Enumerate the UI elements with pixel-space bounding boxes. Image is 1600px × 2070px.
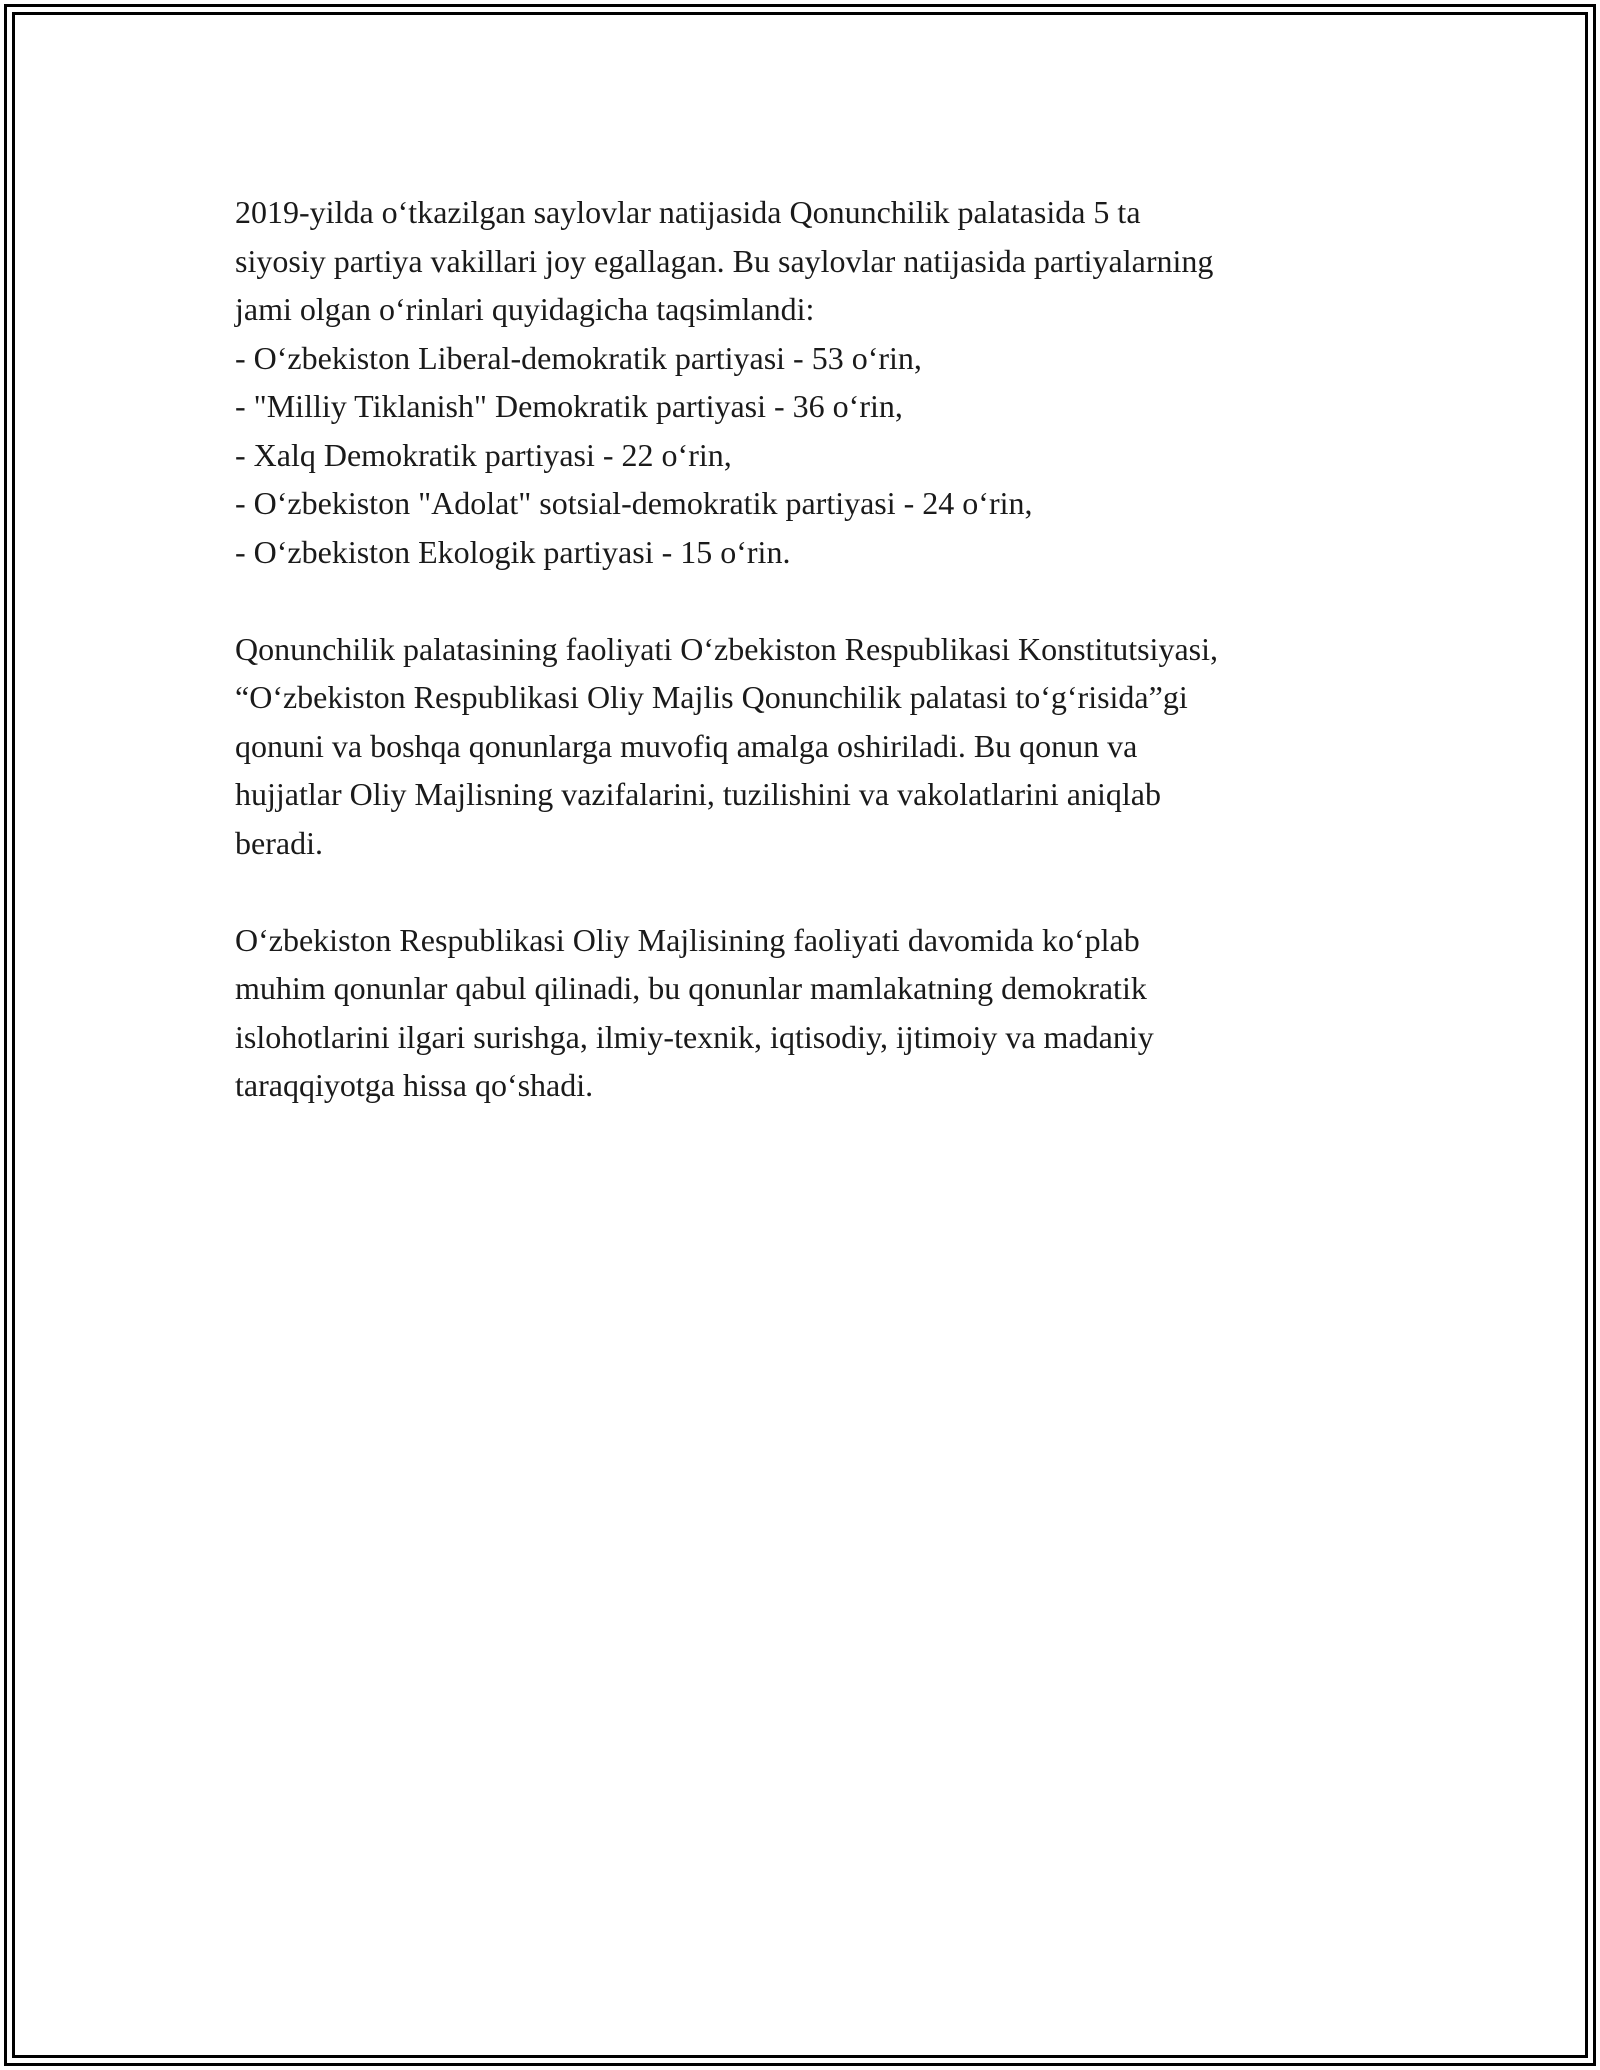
document-body	[235, 188, 1385, 1110]
text-line: taraqqiyotga hissa qo‘shadi.	[235, 1067, 594, 1103]
list-item-party: - O‘zbekiston Ekologik partiyasi - 15 o‘rin.	[235, 533, 791, 570]
text-line: 2019-yilda o‘tkazilgan saylovlar natijasida Qonunchilik palatasida 5 ta	[235, 194, 1141, 230]
paragraph-election-results	[235, 188, 1385, 576]
text-line: Qonunchilik palatasining faoliyati O‘zbekiston Respublikasi Konstitutsiyasi,	[235, 630, 1218, 667]
text-line: hujjatlar Oliy Majlisning vazifalarini, tuzilishini va vakolatlarini aniqlab	[235, 776, 1161, 812]
list-item-party: - "Milliy Tiklanish" Demokratik partiyasi - 36 o‘rin,	[235, 388, 903, 424]
text-line: muhim qonunlar qabul qilinadi, bu qonunlar mamlakatning demokratik	[235, 970, 1147, 1006]
text-line: beradi.	[235, 824, 323, 861]
list-item-party: - O‘zbekiston Liberal-demokratik partiyasi - 53 o‘rin,	[235, 339, 922, 376]
list-item-party: - O‘zbekiston "Adolat" sotsial-demokratik partiyasi - 24 o‘rin,	[235, 485, 1033, 521]
text-line: jami olgan o‘rinlari quyidagicha taqsimlandi:	[235, 291, 815, 327]
paragraph-laws-impact	[235, 916, 1385, 1110]
text-line: siyosiy partiya vakillari joy egallagan. Bu saylovlar natijasida partiyalarning	[235, 242, 1214, 279]
paragraph-legal-basis	[235, 625, 1385, 868]
text-line: “O‘zbekiston Respublikasi Oliy Majlis Qonunchilik palatasi to‘g‘risida”gi	[235, 679, 1188, 715]
text-line: islohotlarini ilgari surishga, ilmiy-texnik, iqtisodiy, ijtimoiy va madaniy	[235, 1018, 1154, 1055]
text-line: qonuni va boshqa qonunlarga muvofiq amalga oshiriladi. Bu qonun va	[235, 727, 1138, 764]
list-item-party: - Xalq Demokratik partiyasi - 22 o‘rin,	[235, 436, 732, 473]
text-line: O‘zbekiston Respublikasi Oliy Majlisining faoliyati davomida ko‘plab	[235, 921, 1140, 958]
